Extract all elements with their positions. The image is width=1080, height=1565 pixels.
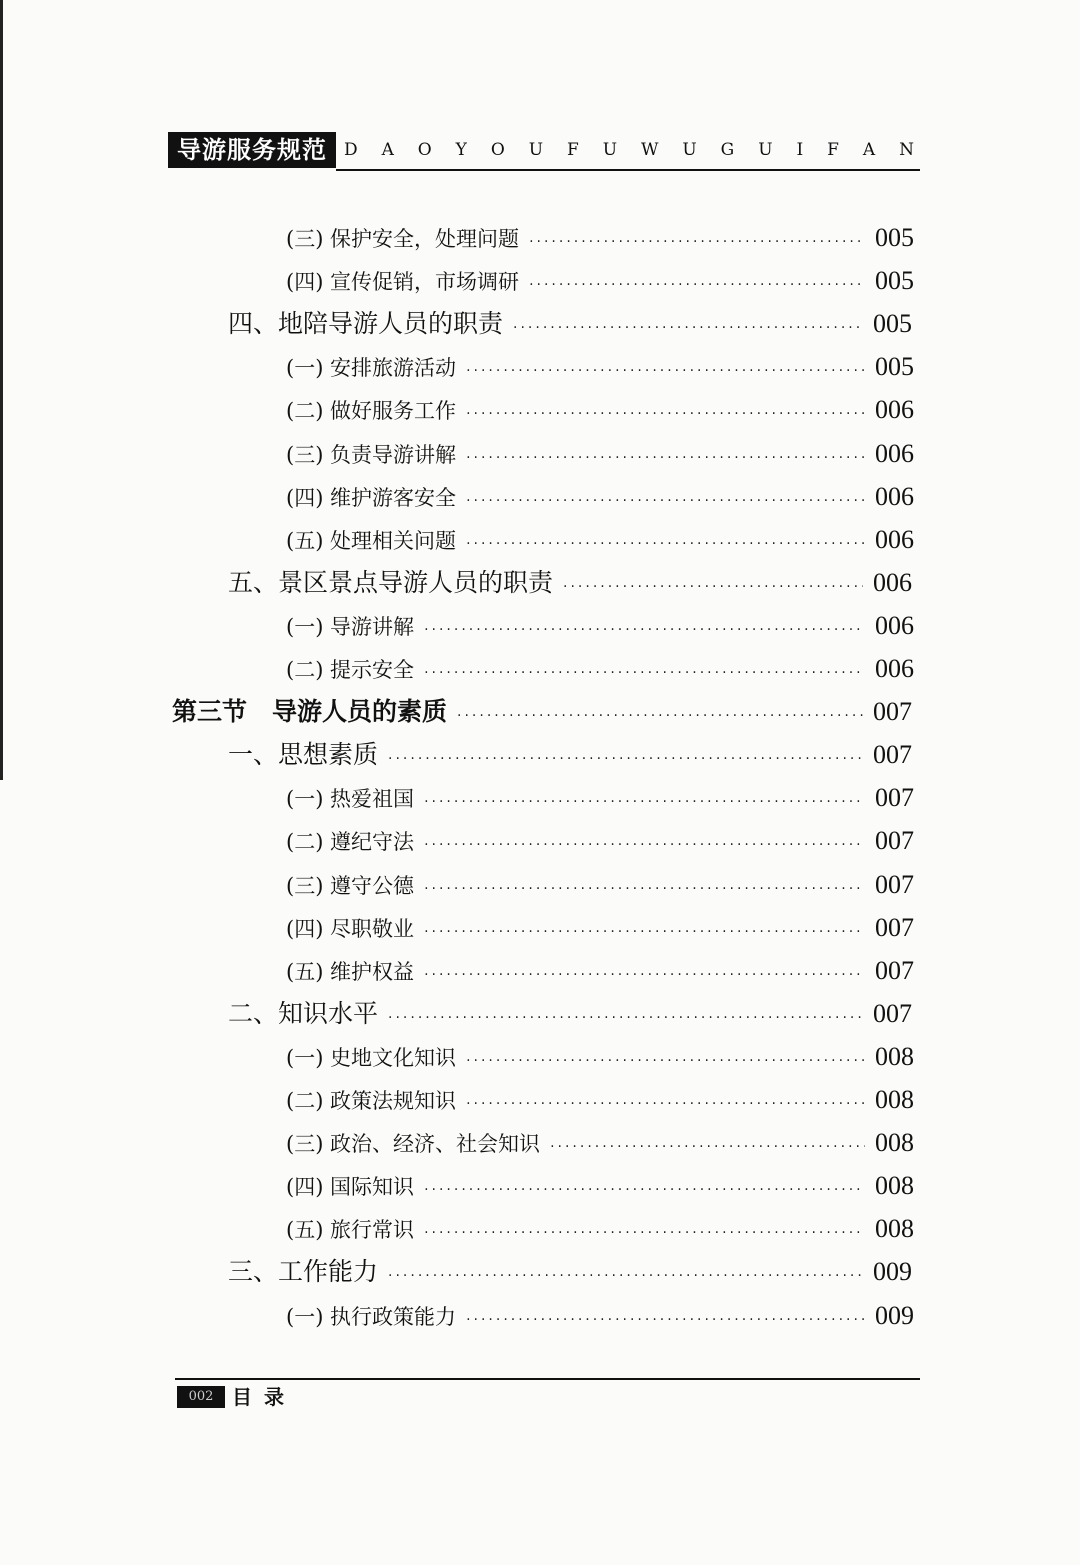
toc-entry-title: (二) 遵纪守法	[286, 830, 415, 855]
pinyin-letter: G	[720, 140, 735, 160]
toc-entry-page: 006	[875, 524, 914, 554]
pinyin-letter: D	[344, 140, 358, 160]
dot-leader	[466, 351, 865, 391]
toc-entry-title: (一) 史地文化知识	[286, 1045, 457, 1070]
toc-entry	[286, 865, 914, 905]
dot-leader	[424, 825, 865, 865]
toc-entry-title: (四) 国际知识	[286, 1175, 415, 1200]
pinyin-letter: U	[602, 140, 618, 160]
dot-leader	[388, 1256, 863, 1296]
pinyin-letter: U	[528, 140, 544, 160]
toc-entry-page: 007	[875, 912, 914, 942]
dot-leader	[513, 308, 863, 348]
toc-entry	[286, 520, 914, 560]
dot-leader	[424, 912, 865, 952]
toc-entry	[286, 1123, 914, 1163]
toc-entry	[172, 692, 912, 732]
toc-entry-page: 006	[875, 481, 914, 511]
pinyin-letter: U	[682, 140, 697, 160]
toc-entry-title: (五) 维护权益	[286, 959, 415, 984]
toc-entry-title: (一) 热爱祖国	[286, 787, 415, 812]
toc-entry	[286, 821, 914, 861]
toc-entry-title: (三) 遵守公德	[286, 873, 415, 898]
dot-leader	[466, 438, 865, 478]
toc-entry	[286, 649, 914, 689]
toc-entry-page: 007	[873, 740, 912, 770]
footer-section-label: 目录	[232, 1385, 296, 1409]
toc-entry-title: (五) 旅行常识	[286, 1218, 415, 1243]
toc-entry-page: 008	[875, 1041, 914, 1071]
dot-leader	[466, 394, 865, 434]
toc-entry	[286, 1209, 914, 1249]
toc-entry-page: 005	[875, 223, 914, 252]
dot-leader	[424, 1170, 865, 1210]
dot-leader	[563, 567, 863, 607]
toc-entry	[286, 1080, 914, 1120]
toc-entry	[286, 434, 914, 474]
left-margin-rule	[0, 0, 3, 780]
toc-entry-title: 二、知识水平	[228, 998, 379, 1028]
toc-entry	[286, 908, 914, 948]
toc-entry-page: 006	[875, 395, 914, 425]
toc-entry-page: 008	[875, 1128, 914, 1158]
dot-leader	[529, 222, 865, 262]
pinyin-letter: F	[827, 140, 839, 160]
toc-entry-page: 005	[873, 309, 912, 339]
dot-leader	[424, 869, 865, 909]
dot-leader	[466, 1300, 865, 1340]
toc-entry-title: 三、工作能力	[228, 1257, 379, 1287]
pinyin-letter: I	[796, 140, 804, 160]
toc-entry	[286, 218, 914, 258]
toc-entry-title: (三) 负责导游讲解	[286, 442, 457, 467]
toc-entry	[286, 347, 914, 387]
toc-entry-page: 006	[875, 610, 914, 640]
pinyin-letter: A	[381, 140, 394, 160]
toc-entry-title: 四、地陪导游人员的职责	[228, 309, 504, 339]
book-title-pinyin	[344, 136, 914, 164]
toc-entry	[286, 261, 914, 301]
toc-entry	[286, 951, 914, 991]
footer-page-number: 002	[177, 1386, 225, 1408]
dot-leader	[466, 481, 865, 521]
toc-entry-page: 006	[873, 567, 912, 597]
book-title-tab: 导游服务规范	[168, 132, 336, 168]
toc-entry-title: (四) 宣传促销，市场调研	[286, 270, 520, 295]
toc-entry-page: 009	[873, 1257, 912, 1287]
dot-leader	[466, 1084, 865, 1124]
toc-entry-page: 007	[875, 869, 914, 899]
toc-entry	[228, 563, 912, 603]
toc-entry-page: 008	[875, 1085, 914, 1114]
toc-entry-title: (二) 做好服务工作	[286, 399, 457, 424]
pinyin-letter: Y	[455, 140, 467, 160]
toc-entry	[286, 477, 914, 517]
toc-entry	[228, 1252, 912, 1292]
footer-rule	[175, 1378, 920, 1380]
toc-entry-page: 008	[875, 1171, 914, 1201]
toc-entry-page: 007	[873, 697, 912, 727]
toc-entry-title: (一) 执行政策能力	[286, 1304, 457, 1329]
dot-leader	[457, 696, 863, 736]
toc-entry	[286, 1037, 914, 1077]
toc-entry	[228, 735, 912, 775]
toc-entry-page: 008	[875, 1214, 914, 1244]
dot-leader	[466, 1041, 865, 1081]
toc-entry-title: (三) 保护安全，处理问题	[286, 227, 520, 251]
toc-entry	[228, 304, 912, 344]
pinyin-letter: O	[490, 140, 505, 160]
toc-entry-title: (一) 导游讲解	[286, 614, 415, 639]
toc-entry-title: (二) 提示安全	[286, 658, 415, 682]
toc-entry	[286, 778, 914, 818]
pinyin-letter: N	[899, 140, 914, 160]
toc-entry-title: (二) 政策法规知识	[286, 1089, 457, 1113]
toc-entry-title: 第三节 导游人员的素质	[172, 697, 448, 727]
dot-leader	[388, 998, 863, 1038]
toc-entry	[286, 1296, 914, 1336]
toc-entry-title: (五) 处理相关问题	[286, 528, 457, 553]
pinyin-letter: A	[862, 140, 876, 160]
toc-entry-page: 007	[873, 998, 912, 1028]
pinyin-letter: F	[566, 140, 579, 160]
dot-leader	[424, 1213, 865, 1253]
toc-entry-page: 009	[875, 1300, 914, 1330]
toc-entry-page: 007	[875, 783, 914, 813]
pinyin-letter: U	[758, 140, 773, 160]
dot-leader	[550, 1127, 865, 1167]
toc-entry-title: (三) 政治、经济、社会知识	[286, 1132, 541, 1157]
toc-entry-page: 006	[875, 438, 914, 468]
dot-leader	[424, 610, 865, 650]
toc-entry-title: (四) 维护游客安全	[286, 485, 457, 510]
toc-entry	[286, 606, 914, 646]
toc-entry	[286, 390, 914, 430]
toc-entry-title: (一) 安排旅游活动	[286, 356, 457, 381]
pinyin-letter: O	[417, 140, 432, 160]
dot-leader	[424, 653, 865, 693]
running-header	[168, 132, 920, 172]
toc-entry-page: 007	[875, 955, 914, 985]
toc-entry-page: 005	[875, 266, 914, 296]
toc-entry-title: 一、思想素质	[228, 740, 379, 770]
toc-entry-title: (四) 尽职敬业	[286, 916, 415, 941]
toc-entry-page: 006	[875, 654, 914, 683]
dot-leader	[529, 265, 865, 305]
dot-leader	[424, 955, 865, 995]
toc-entry	[228, 994, 912, 1034]
toc-entry-title: 五、景区景点导游人员的职责	[228, 567, 554, 597]
toc-entry	[286, 1166, 914, 1206]
toc-entry-page: 007	[875, 826, 914, 856]
header-rule	[336, 169, 920, 171]
dot-leader	[424, 782, 865, 822]
toc-entry-page: 005	[875, 352, 914, 382]
pinyin-letter: W	[640, 140, 659, 160]
dot-leader	[388, 739, 863, 779]
dot-leader	[466, 524, 865, 564]
